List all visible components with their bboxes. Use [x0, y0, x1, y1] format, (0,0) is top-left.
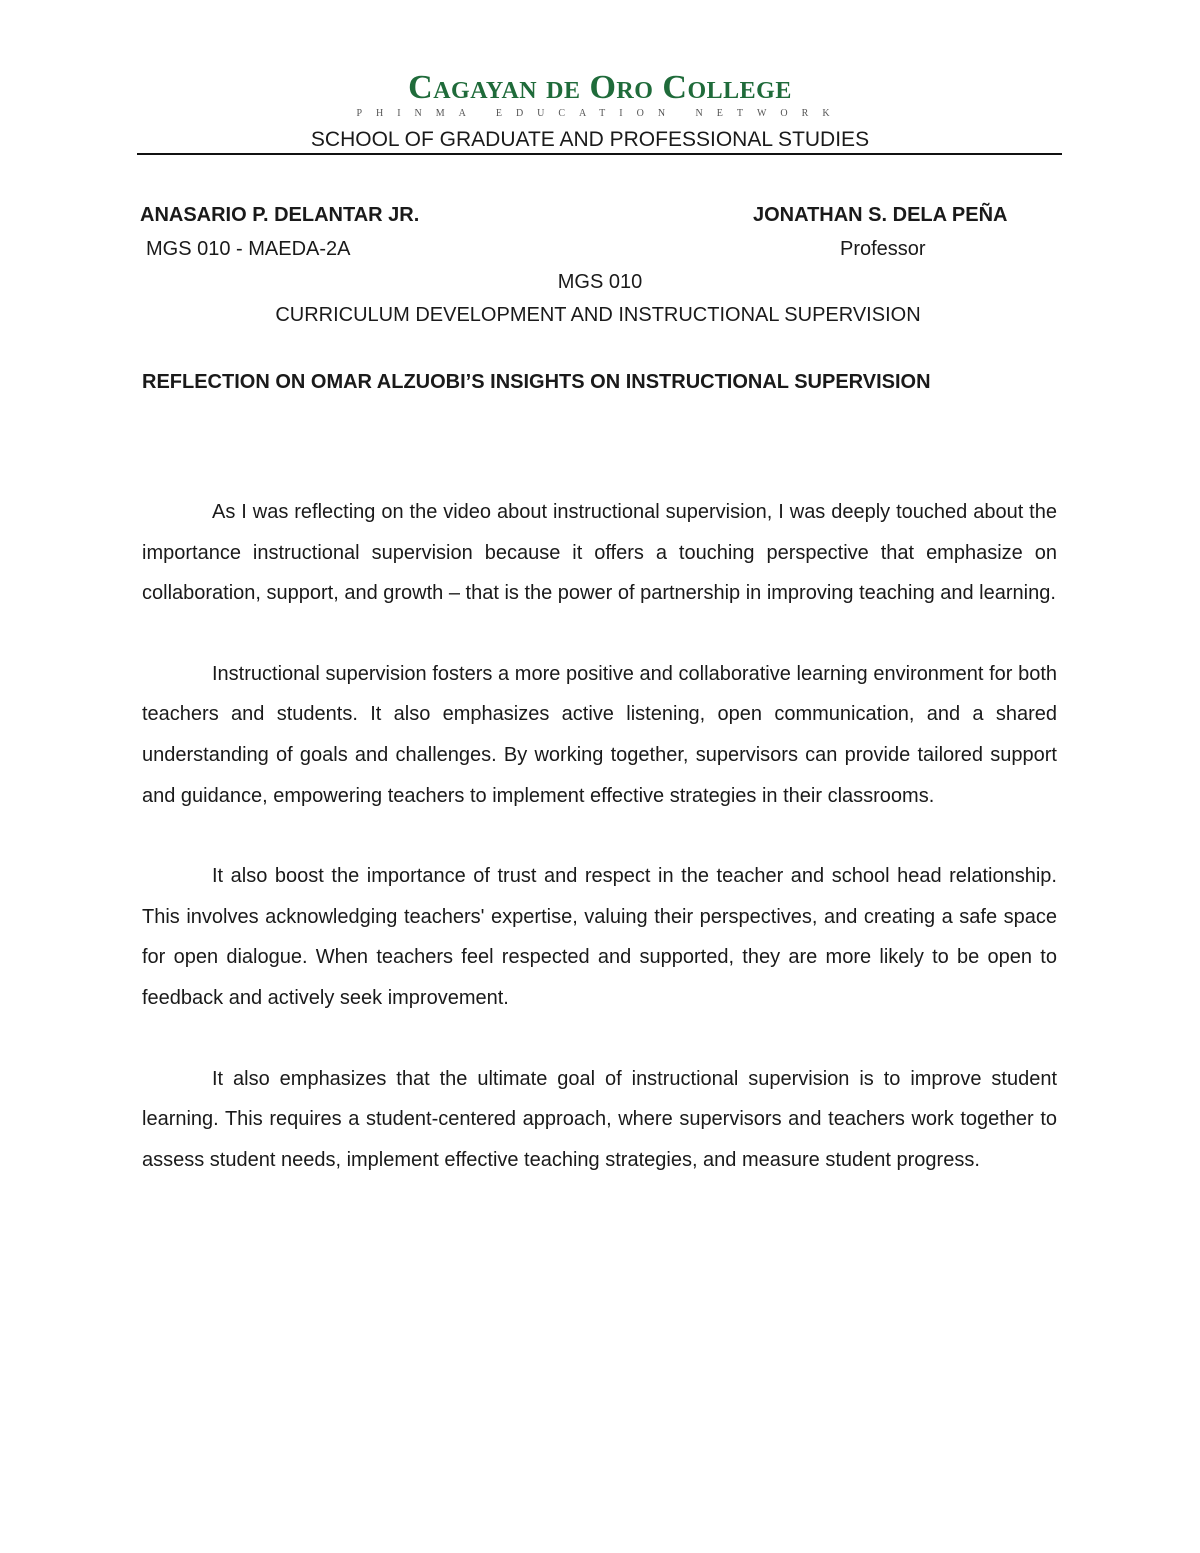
student-section: MGS 010 - MAEDA-2A — [146, 238, 351, 260]
header-divider — [137, 153, 1062, 155]
paragraph: Instructional supervision fosters a more positive and collaborative learning environment for both teachers and students. It also emphasizes active listening, open communication, and a shared understanding of goals and challenges. By working together, supervisors can provide tailored support and guidance, empowering teachers to implement effective strategies in their classrooms. — [142, 662, 1057, 807]
professor-name: JONATHAN S. DELA PEÑA — [753, 204, 1008, 226]
college-logo — [0, 68, 1200, 108]
paragraph: It also boost the importance of trust and respect in the teacher and school head relationship. This involves acknowledging teachers' expertise, valuing their perspectives, and creating a safe space for open dialogue. When teachers feel respected and supported, they are more likely to be open to feedback and actively seek improvement. — [142, 865, 1057, 1009]
course-code: MGS 010 — [557, 271, 643, 293]
professor-title: Professor — [840, 238, 926, 260]
reflection-heading: REFLECTION ON OMAR ALZUOBI’S INSIGHTS ON INSTRUCTIONAL SUPERVISION — [142, 371, 931, 393]
logo-subtitle: PHINMA EDUCATION NETWORK — [356, 108, 844, 119]
paragraph: It also emphasizes that the ultimate goal of instructional supervision is to improve student learning. This requires a student-centered approach, where supervisors and teachers work together to assess student needs, implement effective teaching strategies, and measure student progress. — [142, 1067, 1057, 1171]
course-title: CURRICULUM DEVELOPMENT AND INSTRUCTIONAL SUPERVISION — [275, 304, 921, 326]
reflection-body — [142, 492, 1057, 1220]
student-name: ANASARIO P. DELANTAR JR. — [140, 204, 420, 226]
logo-wordmark: Cagayan de Oro College — [408, 69, 792, 106]
school-name: SCHOOL OF GRADUATE AND PROFESSIONAL STUDIES — [310, 128, 870, 151]
paragraph: As I was reflecting on the video about instructional supervision, I was deeply touched about the importance instructional supervision because it offers a touching perspective that emphasize on collaboration, support, and growth – that is the power of partnership in improving teaching and learning. — [142, 501, 1057, 605]
